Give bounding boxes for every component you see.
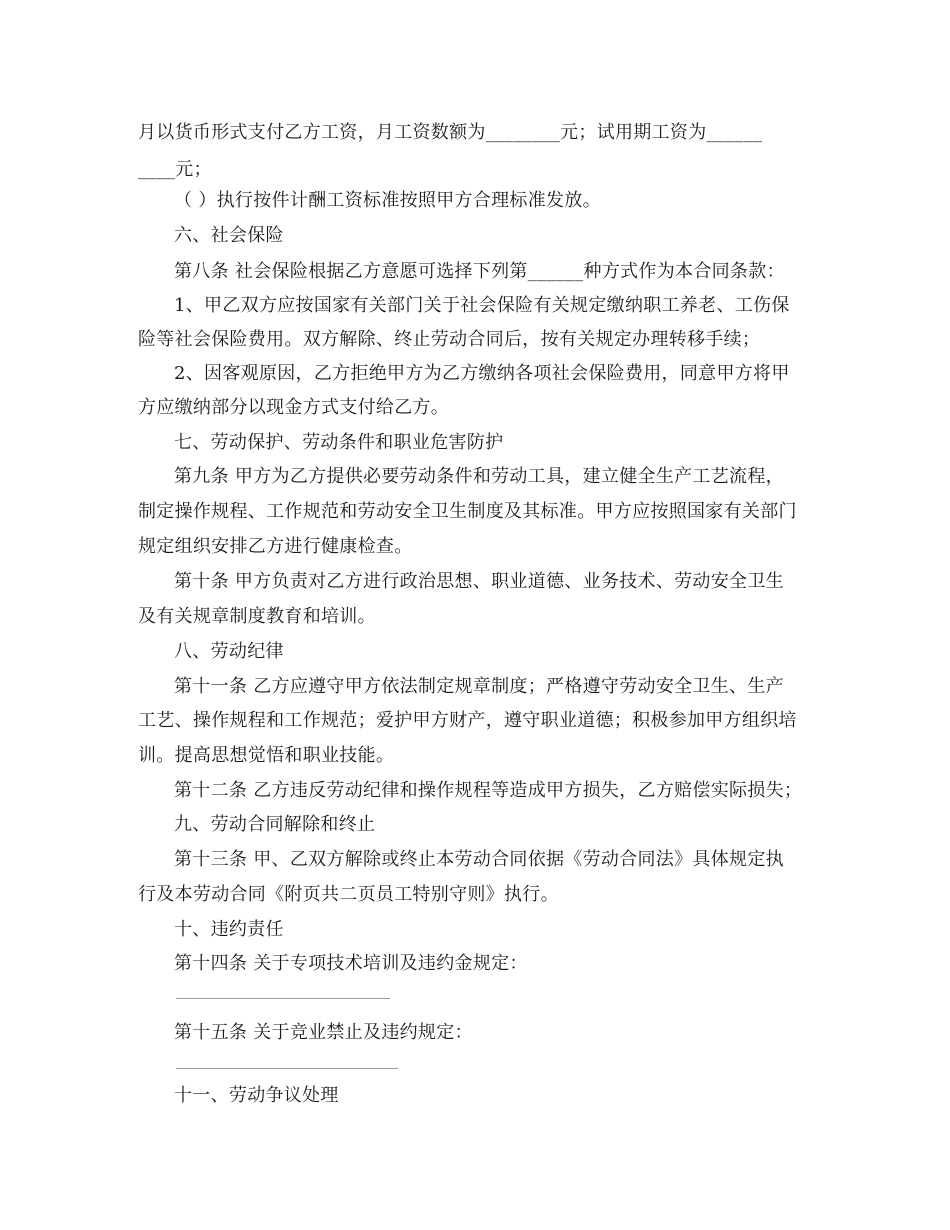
article-line: 第十条 甲方负责对乙方进行政治思想、职业道德、业务技术、劳动安全卫生 xyxy=(174,571,784,592)
paragraph-line: 训。提高思想觉悟和职业技能。 xyxy=(138,745,395,766)
section-heading: 六、社会保险 xyxy=(174,225,284,246)
fill-in-blank-line xyxy=(176,998,390,999)
paragraph-line: 规定组织安排乙方进行健康检查。 xyxy=(138,536,413,557)
article-line: 第十二条 乙方违反劳动纪律和操作规程等造成甲方损失，乙方赔偿实际损失； xyxy=(174,780,803,801)
section-heading: 十一、劳动争议处理 xyxy=(174,1085,339,1106)
paragraph-line: 行及本劳动合同《附页共二页员工特别守则》执行。 xyxy=(138,884,559,905)
paragraph-line: 险等社会保险费用。双方解除、终止劳动合同后，按有关规定办理转移手续； xyxy=(138,329,761,350)
article-line: 第八条 社会保险根据乙方意愿可选择下列第______种方式作为本合同条款： xyxy=(174,261,785,282)
paragraph-line: 1、甲乙双方应按国家有关部门关于社会保险有关规定缴纳职工养老、工伤保 xyxy=(174,295,790,316)
section-heading: 八、劳动纪律 xyxy=(174,641,284,662)
paragraph-line: 方应缴纳部分以现金方式支付给乙方。 xyxy=(138,397,450,418)
paragraph-line: 月以货币形式支付乙方工资，月工资数额为________元；试用期工资为______ xyxy=(138,122,763,143)
fill-in-blank-line xyxy=(176,1068,398,1069)
article-line: 第十四条 关于专项技术培训及违约金规定： xyxy=(174,953,528,974)
section-heading: 九、劳动合同解除和终止 xyxy=(174,814,376,835)
paragraph-line: 制定操作规程、工作规范和劳动安全卫生制度及其标准。甲方应按照国家有关部门 xyxy=(138,501,797,522)
article-line: 第十一条 乙方应遵守甲方依法制定规章制度；严格遵守劳动安全卫生、生产 xyxy=(174,676,784,697)
section-heading: 七、劳动保护、劳动条件和职业危害防护 xyxy=(174,432,504,453)
section-heading: 十、违约责任 xyxy=(174,919,284,940)
article-line: 第十五条 关于竞业禁止及违约规定： xyxy=(174,1022,473,1043)
paragraph-line: ____元； xyxy=(138,159,212,180)
paragraph-line: 及有关规章制度教育和培训。 xyxy=(138,606,376,627)
article-line: 第九条 甲方为乙方提供必要劳动条件和劳动工具，建立健全生产工艺流程， xyxy=(174,466,784,487)
article-line: 第十三条 甲、乙双方解除或终止本劳动合同依据《劳动合同法》具体规定执 xyxy=(174,849,784,870)
paragraph-line: 2、因客观原因，乙方拒绝甲方为乙方缴纳各项社会保险费用，同意甲方将甲 xyxy=(174,363,790,384)
paragraph-line: （ ）执行按件计酬工资标准按照甲方合理标准发放。 xyxy=(174,190,601,211)
paragraph-line: 工艺、操作规程和工作规范；爱护甲方财产，遵守职业道德；积极参加甲方组织培 xyxy=(138,710,797,731)
